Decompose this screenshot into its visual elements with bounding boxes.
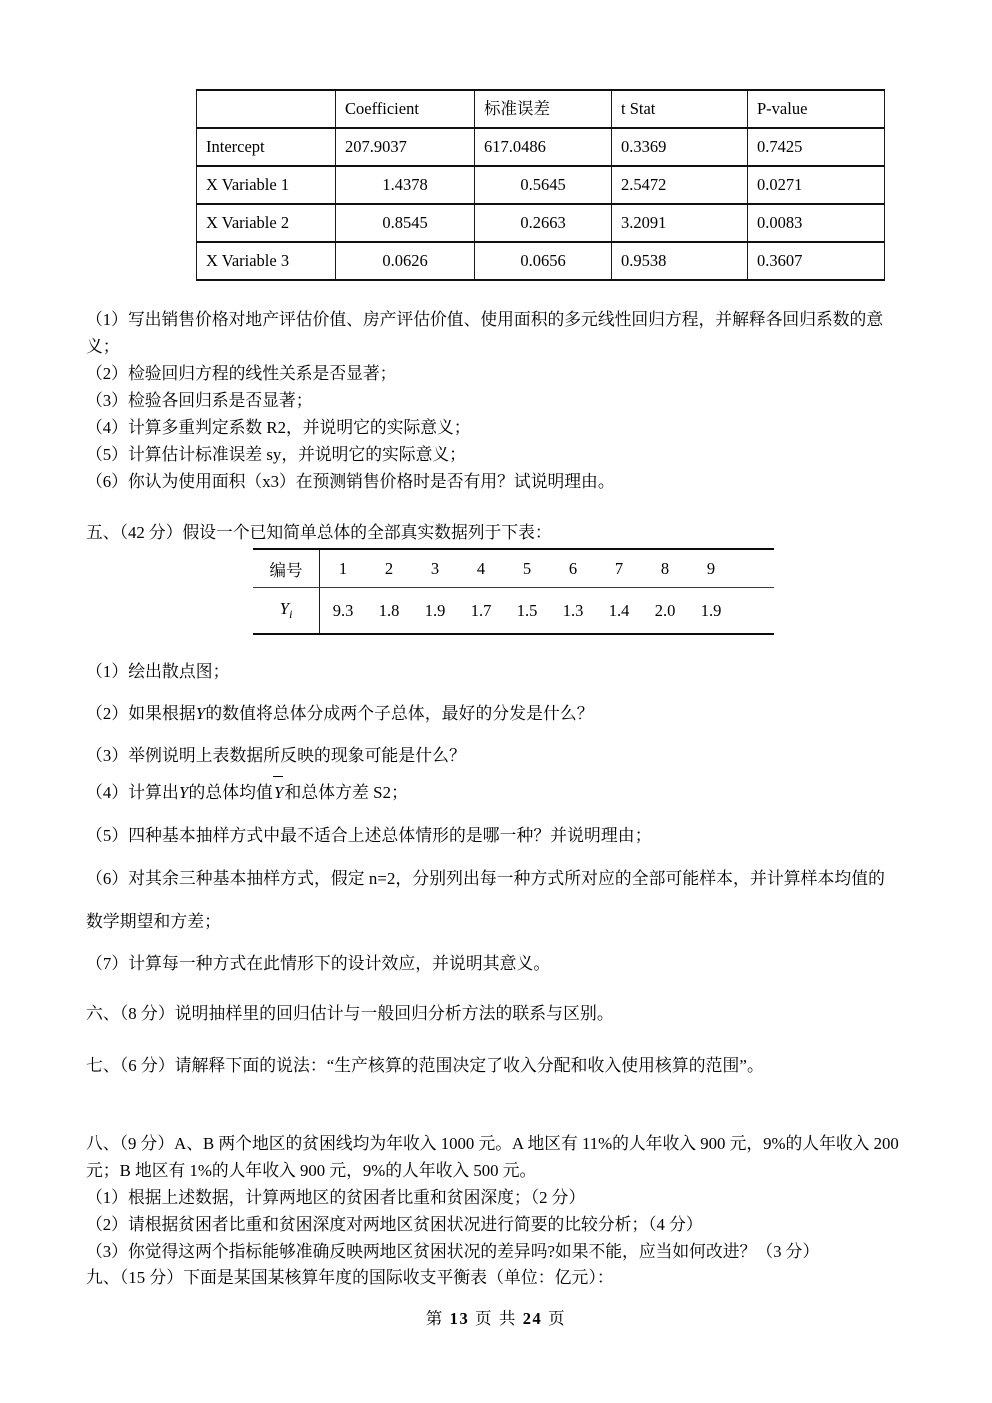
section-eight-line-2: 元；B 地区有 1%的人年收入 900 元，9%的人年收入 500 元。 xyxy=(86,1161,537,1180)
cell-coefficient: 0.8545 xyxy=(336,204,475,242)
y-symbol: Y xyxy=(279,599,290,619)
section-five-item-2 xyxy=(86,700,594,727)
header-cell-index-label: 编号 xyxy=(253,549,320,588)
cell-std-error: 0.5645 xyxy=(475,166,612,204)
data-cell-6: 1.3 xyxy=(550,588,596,635)
footer-suffix: 页 xyxy=(548,1309,567,1328)
header-cell-index-3: 3 xyxy=(412,549,458,588)
cell-t-stat: 3.2091 xyxy=(612,204,748,242)
item-2-text-a: （2）如果根据 xyxy=(86,704,196,723)
y-subscript: i xyxy=(289,606,293,621)
cell-p-value: 0.0083 xyxy=(748,204,885,242)
header-cell-coefficient: Coefficient xyxy=(336,90,475,128)
section-eight-item-3: （3）你觉得这两个指标能够准确反映两地区贫困状况的差异吗?如果不能，应当如何改进？（3 分） xyxy=(86,1242,820,1261)
header-cell-index-7: 7 xyxy=(596,549,642,588)
cell-p-value: 0.0271 xyxy=(748,166,885,204)
cell-coefficient: 0.0626 xyxy=(336,242,475,280)
q4-item-3: （3）检验各回归系是否显著； xyxy=(86,391,313,410)
section-five-item-7: （7）计算每一种方式在此情形下的设计效应，并说明其意义。 xyxy=(86,954,551,973)
section-eight-block xyxy=(86,1130,962,1265)
data-cell-1: 9.3 xyxy=(320,588,367,635)
section-five-item-3: （3）举例说明上表数据所反映的现象可能是什么？ xyxy=(86,746,466,765)
cell-p-value: 0.3607 xyxy=(748,242,885,280)
regression-output-table xyxy=(196,89,885,281)
table-header-row xyxy=(253,549,774,588)
section-five-item-4 xyxy=(86,779,408,806)
y-symbol: Y xyxy=(195,704,206,723)
q4-item-1-line-1: （1）写出销售价格对地产评估价值、房产评估价值、使用面积的多元线性回归方程，并解释各回归系数的意 xyxy=(86,310,884,329)
row-label-intercept: Intercept xyxy=(197,128,336,166)
cell-p-value: 0.7425 xyxy=(748,128,885,166)
header-cell-index-9: 9 xyxy=(688,549,734,588)
cell-std-error: 617.0486 xyxy=(475,128,612,166)
data-cell-spacer xyxy=(734,588,774,635)
q4-item-4: （4）计算多重判定系数 R2，并说明它的实际意义； xyxy=(86,418,471,437)
y-symbol: Y xyxy=(178,783,189,802)
q4-item-5: （5）计算估计标准误差 sy，并说明它的实际意义； xyxy=(86,445,466,464)
section-eight-item-1: （1）根据上述数据，计算两地区的贫困者比重和贫困深度；（2 分） xyxy=(86,1188,586,1207)
data-cell-3: 1.9 xyxy=(412,588,458,635)
header-cell-std-error: 标准误差 xyxy=(475,90,612,128)
section-eight-item-2: （2）请根据贫困者比重和贫困深度对两地区贫困状况进行简要的比较分析；（4 分） xyxy=(86,1215,703,1234)
table-row xyxy=(253,588,774,635)
section-six-text: 六、（8 分）说明抽样里的回归估计与一般回归分析方法的联系与区别。 xyxy=(86,1004,614,1023)
q4-item-2: （2）检验回归方程的线性关系是否显著； xyxy=(86,364,397,383)
data-cell-8: 2.0 xyxy=(642,588,688,635)
cell-std-error: 0.0656 xyxy=(475,242,612,280)
table-row xyxy=(197,166,885,204)
row-label-x-variable-1: X Variable 1 xyxy=(197,166,336,204)
footer-total-pages: 24 xyxy=(522,1309,543,1328)
q4-item-1-line-2: 义； xyxy=(86,337,120,356)
footer-prefix: 第 xyxy=(425,1309,444,1328)
page-footer xyxy=(0,1305,992,1329)
table-row xyxy=(197,204,885,242)
section-five-item-6-line-2: 数学期望和方差； xyxy=(86,912,222,931)
header-cell-index-4: 4 xyxy=(458,549,504,588)
row-label-y-i xyxy=(253,588,320,635)
header-cell-index-5: 5 xyxy=(504,549,550,588)
section-five-heading: 五、（42 分）假设一个已知简单总体的全部真实数据列于下表： xyxy=(86,523,552,542)
section-seven-text: 七、（6 分）请解释下面的说法：“生产核算的范围决定了收入分配和收入使用核算的范围”。 xyxy=(86,1056,764,1075)
cell-t-stat: 2.5472 xyxy=(612,166,748,204)
data-cell-5: 1.5 xyxy=(504,588,550,635)
cell-coefficient: 207.9037 xyxy=(336,128,475,166)
table-row xyxy=(197,242,885,280)
item-2-text-b: 的数值将总体分成两个子总体，最好的分发是什么？ xyxy=(205,704,594,723)
population-data-table xyxy=(253,548,774,635)
section-five-item-5: （5）四种基本抽样方式中最不适合上述总体情形的是哪一种？并说明理由； xyxy=(86,826,652,845)
cell-t-stat: 0.3369 xyxy=(612,128,748,166)
section-nine-text: 九、（15 分）下面是某国某核算年度的国际收支平衡表（单位：亿元）： xyxy=(86,1268,614,1287)
table-header-row xyxy=(197,90,885,128)
data-cell-7: 1.4 xyxy=(596,588,642,635)
row-label-x-variable-3: X Variable 3 xyxy=(197,242,336,280)
footer-middle: 页 共 xyxy=(475,1309,517,1328)
cell-coefficient: 1.4378 xyxy=(336,166,475,204)
y-bar-symbol: Y xyxy=(273,779,285,806)
header-cell-p-value: P-value xyxy=(748,90,885,128)
header-cell-index-1: 1 xyxy=(320,549,367,588)
header-cell-t-stat: t Stat xyxy=(612,90,748,128)
question-four-item-list xyxy=(86,306,962,495)
item-4-text-a: （4）计算出 xyxy=(86,783,179,802)
data-cell-9: 1.9 xyxy=(688,588,734,635)
header-cell-blank xyxy=(197,90,336,128)
cell-t-stat: 0.9538 xyxy=(612,242,748,280)
section-five-item-1: （1）绘出散点图； xyxy=(86,662,230,681)
header-cell-index-8: 8 xyxy=(642,549,688,588)
header-cell-index-6: 6 xyxy=(550,549,596,588)
footer-current-page: 13 xyxy=(449,1309,470,1328)
cell-std-error: 0.2663 xyxy=(475,204,612,242)
header-cell-spacer xyxy=(734,549,774,588)
header-cell-index-2: 2 xyxy=(366,549,412,588)
section-eight-line-1: 八、（9 分）A、B 两个地区的贫困线均为年收入 1000 元。A 地区有 11%的人年收入 900 元，9%的人年收入 200 xyxy=(86,1134,899,1153)
item-4-text-b: 的总体均值 xyxy=(188,783,273,802)
q4-item-6: （6）你认为使用面积（x3）在预测销售价格时是否有用？试说明理由。 xyxy=(86,472,615,491)
table-row xyxy=(197,128,885,166)
data-cell-4: 1.7 xyxy=(458,588,504,635)
item-4-text-c: 和总体方差 S2； xyxy=(284,783,408,802)
section-five-item-6-line-1: （6）对其余三种基本抽样方式，假定 n=2，分别列出每一种方式所对应的全部可能样本，并计算样本均值的 xyxy=(86,869,885,888)
row-label-x-variable-2: X Variable 2 xyxy=(197,204,336,242)
data-cell-2: 1.8 xyxy=(366,588,412,635)
